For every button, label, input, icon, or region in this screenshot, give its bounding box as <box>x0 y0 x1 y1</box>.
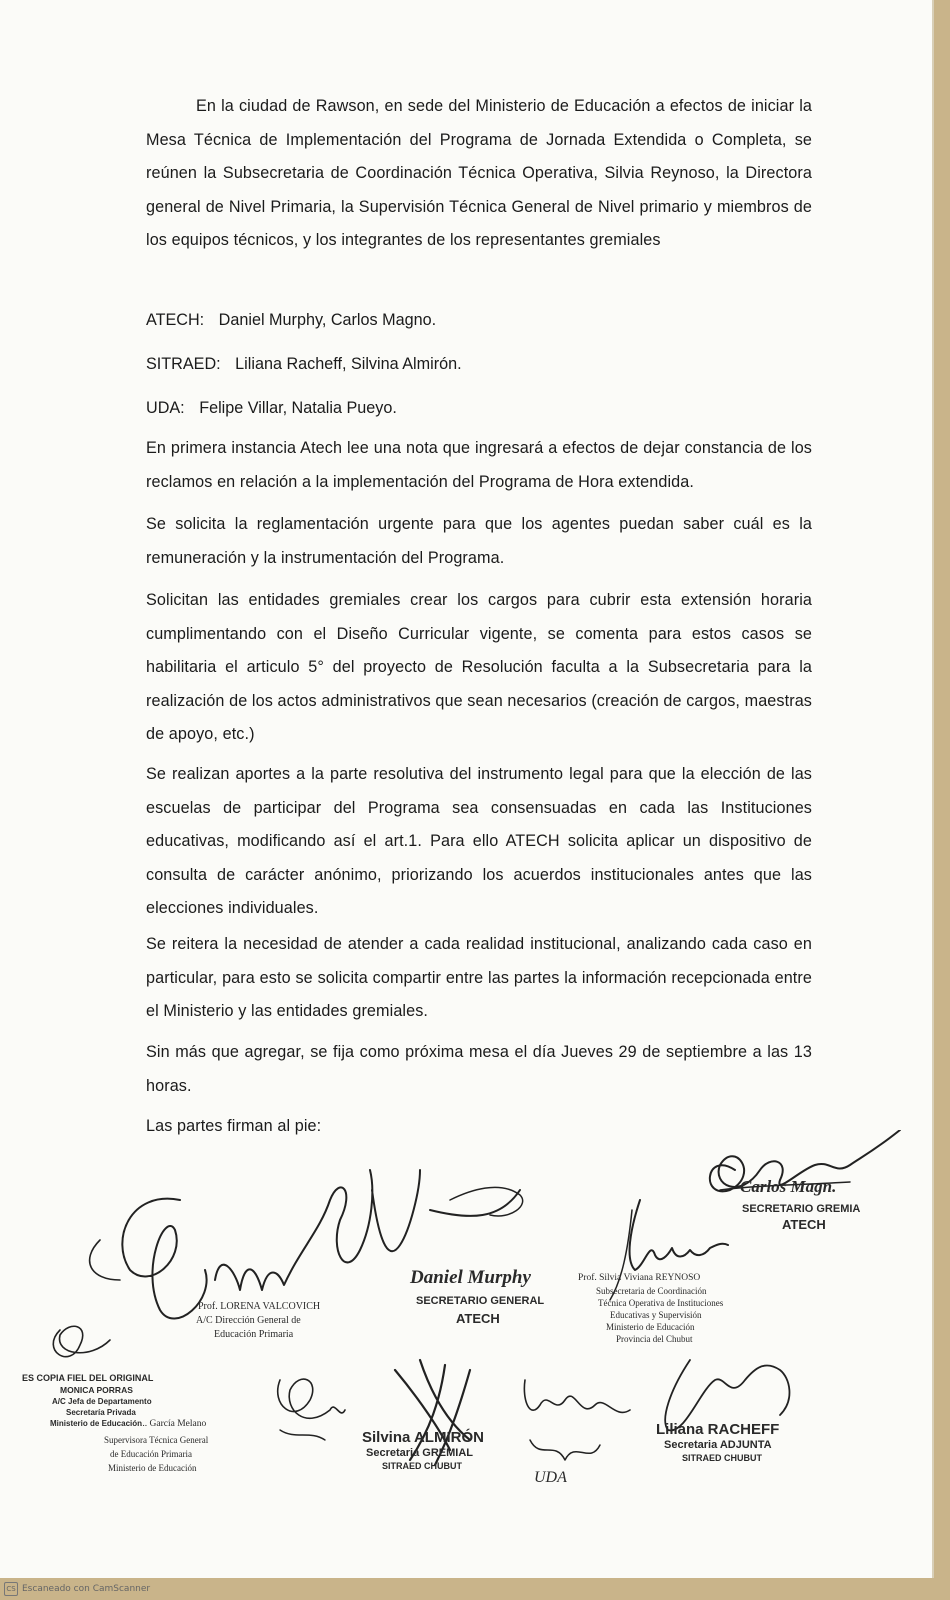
stamp-reynoso-line6: Provincia del Chubut <box>616 1334 693 1344</box>
stamp-lorena-line1: Prof. LORENA VALCOVICH <box>198 1301 321 1312</box>
stamp-carlos-title: SECRETARIO GREMIA <box>742 1203 861 1215</box>
paragraph-cargos <box>146 584 812 752</box>
member-label: ATECH: <box>146 311 205 329</box>
stamp-copia-line1: ES COPIA FIEL DEL ORIGINAL <box>22 1373 154 1383</box>
stamp-lorena-line2: A/C Dirección General de <box>196 1315 301 1326</box>
stamp-silvina-line1: Silvina ALMIRÓN <box>362 1429 484 1446</box>
stamp-liliana-line2: Secretaria ADJUNTA <box>664 1439 772 1451</box>
member-label: UDA: <box>146 399 185 417</box>
member-line-uda <box>146 392 812 425</box>
paragraph-text: Se solicita la reglamentación urgente para que los agentes puedan saber cuál es la remuneración y la instrumentación del Programa. <box>146 515 812 567</box>
stamp-reynoso-line5: Ministerio de Educación <box>606 1322 695 1332</box>
stamp-reynoso-line3: Técnica Operativa de Instituciones <box>598 1298 724 1308</box>
stamp-lorena-line3: Educación Primaria <box>214 1329 294 1340</box>
member-line-sitraed <box>146 348 812 381</box>
camscanner-logo-icon: CS <box>4 1582 18 1596</box>
paragraph-proxima-mesa <box>146 1036 812 1103</box>
paragraph-text: Se reitera la necesidad de atender a cada realidad institucional, analizando cada caso en particular, para esto se solicita compartir entre las partes la información recepcionada entre el Ministerio y las entidades gremiales. <box>146 935 812 1020</box>
paragraph-text: Las partes firman al pie: <box>146 1117 322 1135</box>
stamp-reynoso-line1: Prof. Silvia Viviana REYNOSO <box>578 1273 701 1283</box>
paragraph-text: En primera instancia Atech lee una nota que ingresará a efectos de dejar constancia de los reclamos en relación a la implementación del Programa de Hora extendida. <box>146 439 812 491</box>
stamp-reynoso-line2: Subsecretaria de Coordinación <box>596 1286 707 1296</box>
member-label: SITRAED: <box>146 355 221 373</box>
stamp-daniel-title: SECRETARIO GENERAL <box>416 1295 545 1307</box>
signature-daniel-flourish <box>450 1187 523 1216</box>
stamp-garcia-line3: de Educación Primaria <box>110 1449 192 1459</box>
stamp-copia-line3: A/C Jefa de Departamento <box>52 1397 152 1406</box>
stamp-copia-line4: Secretaría Privada <box>66 1408 136 1417</box>
stamp-copia-line2: MONICA PORRAS <box>60 1385 133 1395</box>
paragraph-text: Se realizan aportes a la parte resolutiva del instrumento legal para que la elección de las escuelas de participar del Programa sea consensuadas en cada las Instituciones educativas, modificando así el art.1. Para ello ATECH solicita aplicar un dispositivo de consulta de carácter anónimo, priorizando los acuerdos institucionales antes que las elecciones individuales. <box>146 765 812 917</box>
signature-natalia <box>524 1380 630 1412</box>
paragraph-intro <box>146 90 812 258</box>
stamp-silvina-line2: Secretaria GREMIAL <box>366 1447 473 1459</box>
stamp-liliana-line3: SITRAED CHUBUT <box>682 1453 762 1463</box>
member-names: Felipe Villar, Natalia Pueyo. <box>199 399 397 417</box>
paragraph-aportes <box>146 758 812 926</box>
paragraph-reitera <box>146 928 812 1029</box>
member-names: Daniel Murphy, Carlos Magno. <box>218 311 437 329</box>
signature-liliana <box>665 1360 789 1430</box>
stamp-carlos-name: Carlos Magn. <box>740 1177 837 1196</box>
stamp-silvina-line3: SITRAED CHUBUT <box>382 1461 462 1471</box>
signature-monica <box>53 1326 110 1356</box>
camscanner-watermark <box>4 1578 150 1600</box>
stamp-copia-line5: Ministerio de Educación <box>50 1419 143 1428</box>
signature-reynoso <box>630 1200 728 1270</box>
stamp-carlos-org: ATECH <box>782 1217 826 1232</box>
stamp-liliana-line1: Liliana RACHEFF <box>656 1421 780 1438</box>
paragraph-nota <box>146 432 812 499</box>
member-line-atech <box>146 304 812 337</box>
stamp-garcia-line2: Supervisora Técnica General <box>104 1435 209 1445</box>
stamp-uda: UDA <box>534 1469 567 1486</box>
camscanner-text: Escaneado con CamScanner <box>22 1584 151 1594</box>
stamp-garcia-line1: ... García Melano <box>140 1419 207 1429</box>
paragraph-text: Sin más que agregar, se fija como próxima mesa el día Jueves 29 de septiembre a las 13 horas. <box>146 1043 812 1095</box>
member-names: Liliana Racheff, Silvina Almirón. <box>235 355 462 373</box>
stamp-reynoso-line4: Educativas y Supervisión <box>610 1310 702 1320</box>
stamp-daniel-org: ATECH <box>456 1311 500 1326</box>
signatures-area <box>0 1130 932 1530</box>
paragraph-text: Solicitan las entidades gremiales crear los cargos para cubrir esta extensión horaria cumplimentando con el Diseño Curricular vigente, se comenta para estos casos se habilitaria el articulo 5° del proyecto de Resolución faculta a la Subsecretaria para la realización de los actos administrativos que sean necesarios (creación de cargos, maestras de apoyo, etc.) <box>146 591 812 743</box>
stamp-garcia-line4: Ministerio de Educación <box>108 1463 197 1473</box>
paragraph-text: En la ciudad de Rawson, en sede del Ministerio de Educación a efectos de iniciar la Mesa Técnica de Implementación del Programa de Jornada Extendida o Completa, se reúnen la Subsecretaria de Coordinación Técnica Operativa, Silvia Reynoso, la Directora general de Nivel Primaria, la Supervisión Técnica General de Nivel primario y miembros de los equipos técnicos, y los integrantes de los representantes gremiales <box>146 97 812 249</box>
signature-garcia <box>278 1379 345 1418</box>
stamp-daniel-name: Daniel Murphy <box>410 1267 531 1288</box>
paragraph-reglamentacion <box>146 508 812 575</box>
